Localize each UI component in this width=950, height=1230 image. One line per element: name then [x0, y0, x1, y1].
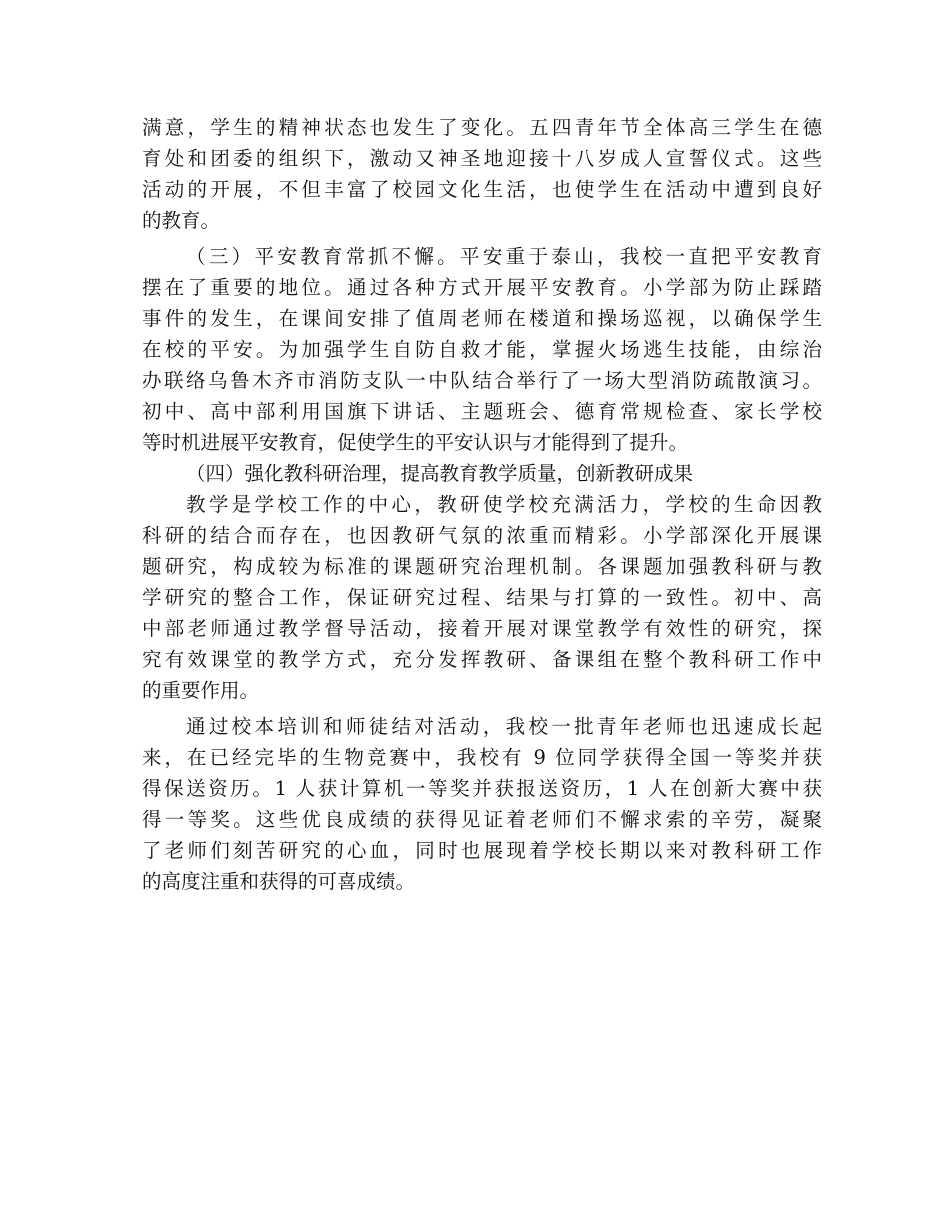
text-line: 题研究，构成较为标准的课题研究治理机制。各课题加强教科研与教 [142, 555, 822, 578]
text-line: 究有效课堂的教学方式，充分发挥教研、备课组在整个教科研工作中 [142, 648, 822, 671]
text-line: 得保送资历。1 人获计算机一等奖并获报送资历，1 人在创新大赛中获 [142, 777, 822, 800]
text-line: 来，在已经完毕的生物竞赛中，我校有 9 位同学获得全国一等奖并获 [142, 746, 822, 769]
text-line: 的高度注重和获得的可喜成绩。 [142, 870, 416, 893]
text-line: 中部老师通过教学督导活动，接着开展对课堂教学有效性的研究，探 [142, 617, 822, 640]
text-line: 满意，学生的精神状态也发生了变化。五四青年节全体高三学生在德 [142, 116, 822, 139]
text-line: 等时机进展平安教育，促使学生的平安认识与才能得到了提升。 [142, 431, 689, 454]
text-line: 教学是学校工作的中心，教研使学校充满活力，学校的生命因教 [186, 493, 822, 516]
text-line: 在校的平安。为加强学生自防自救才能，掌握火场逃生技能，由综治 [142, 338, 822, 361]
section-heading-line: （三）平安教育常抓不懈。平安重于泰山，我校一直把平安教育 [186, 245, 822, 268]
text-line: 初中、高中部利用国旗下讲话、主题班会、德育常规检查、家长学校 [142, 400, 822, 423]
text-line: 摆在了重要的地位。通过各种方式开展平安教育。小学部为防止踩踏 [142, 276, 822, 299]
text-line: 学研究的整合工作，保证研究过程、结果与打算的一致性。初中、高 [142, 586, 822, 609]
body-text [142, 112, 822, 897]
text-line: 科研的结合而存在，也因教研气氛的浓重而精彩。小学部深化开展课 [142, 524, 822, 547]
section-heading-line: （四）强化教科研治理，提高教育教学质量，创新教研成果 [186, 462, 694, 485]
text-line: 育处和团委的组织下，激动又神圣地迎接十八岁成人宣誓仪式。这些 [142, 147, 822, 170]
text-line: 了老师们刻苦研究的心血，同时也展现着学校长期以来对教科研工作 [142, 839, 822, 862]
text-line: 的教育。 [142, 209, 221, 232]
text-line: 事件的发生，在课间安排了值周老师在楼道和操场巡视，以确保学生 [142, 307, 822, 330]
text-line: 得一等奖。这些优良成绩的获得见证着老师们不懈求索的辛劳，凝聚 [142, 808, 822, 831]
text-line: 通过校本培训和师徒结对活动，我校一批青年老师也迅速成长起 [186, 715, 822, 738]
text-line: 办联络乌鲁木齐市消防支队一中队结合举行了一场大型消防疏散演习。 [142, 369, 822, 392]
text-line: 的重要作用。 [142, 679, 260, 702]
text-line: 活动的开展，不但丰富了校园文化生活，也使学生在活动中遭到良好 [142, 178, 822, 201]
